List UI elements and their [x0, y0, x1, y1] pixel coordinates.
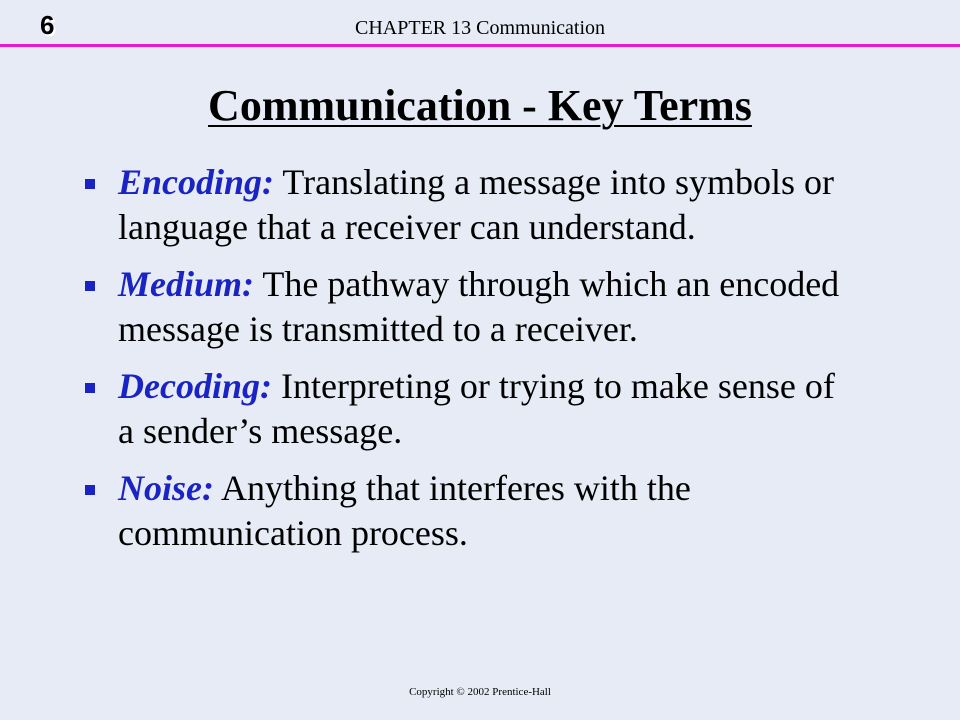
- term-definition: The pathway through which an encoded message is transmitted to a receiver.: [118, 264, 840, 349]
- list-item-decoding: [80, 364, 840, 454]
- term-definition: Translating a message into symbols or language that a receiver can understand.: [118, 162, 835, 247]
- term-name: Medium:: [118, 264, 255, 304]
- square-bullet-icon: [85, 179, 95, 189]
- square-bullet-icon: [85, 485, 95, 495]
- term-name: Encoding:: [118, 162, 275, 202]
- list-item-noise: [80, 466, 840, 556]
- slide-number: 6: [40, 10, 55, 40]
- term-definition: Interpreting or trying to make sense of a sender’s message.: [118, 366, 835, 451]
- copyright-footer: Copyright © 2002 Prentice-Hall: [409, 686, 551, 698]
- square-bullet-icon: [85, 383, 95, 393]
- key-terms-list: [80, 160, 840, 568]
- term-definition: Anything that interferes with the communication process.: [118, 468, 691, 553]
- term-name: Decoding:: [118, 366, 272, 406]
- header-divider: [0, 44, 960, 47]
- square-bullet-icon: [85, 281, 95, 291]
- list-item-medium: [80, 262, 840, 352]
- chapter-header: CHAPTER 13 Communication: [355, 17, 605, 39]
- list-item-encoding: [80, 160, 840, 250]
- slide-title: Communication - Key Terms: [208, 81, 752, 130]
- term-name: Noise:: [118, 468, 214, 508]
